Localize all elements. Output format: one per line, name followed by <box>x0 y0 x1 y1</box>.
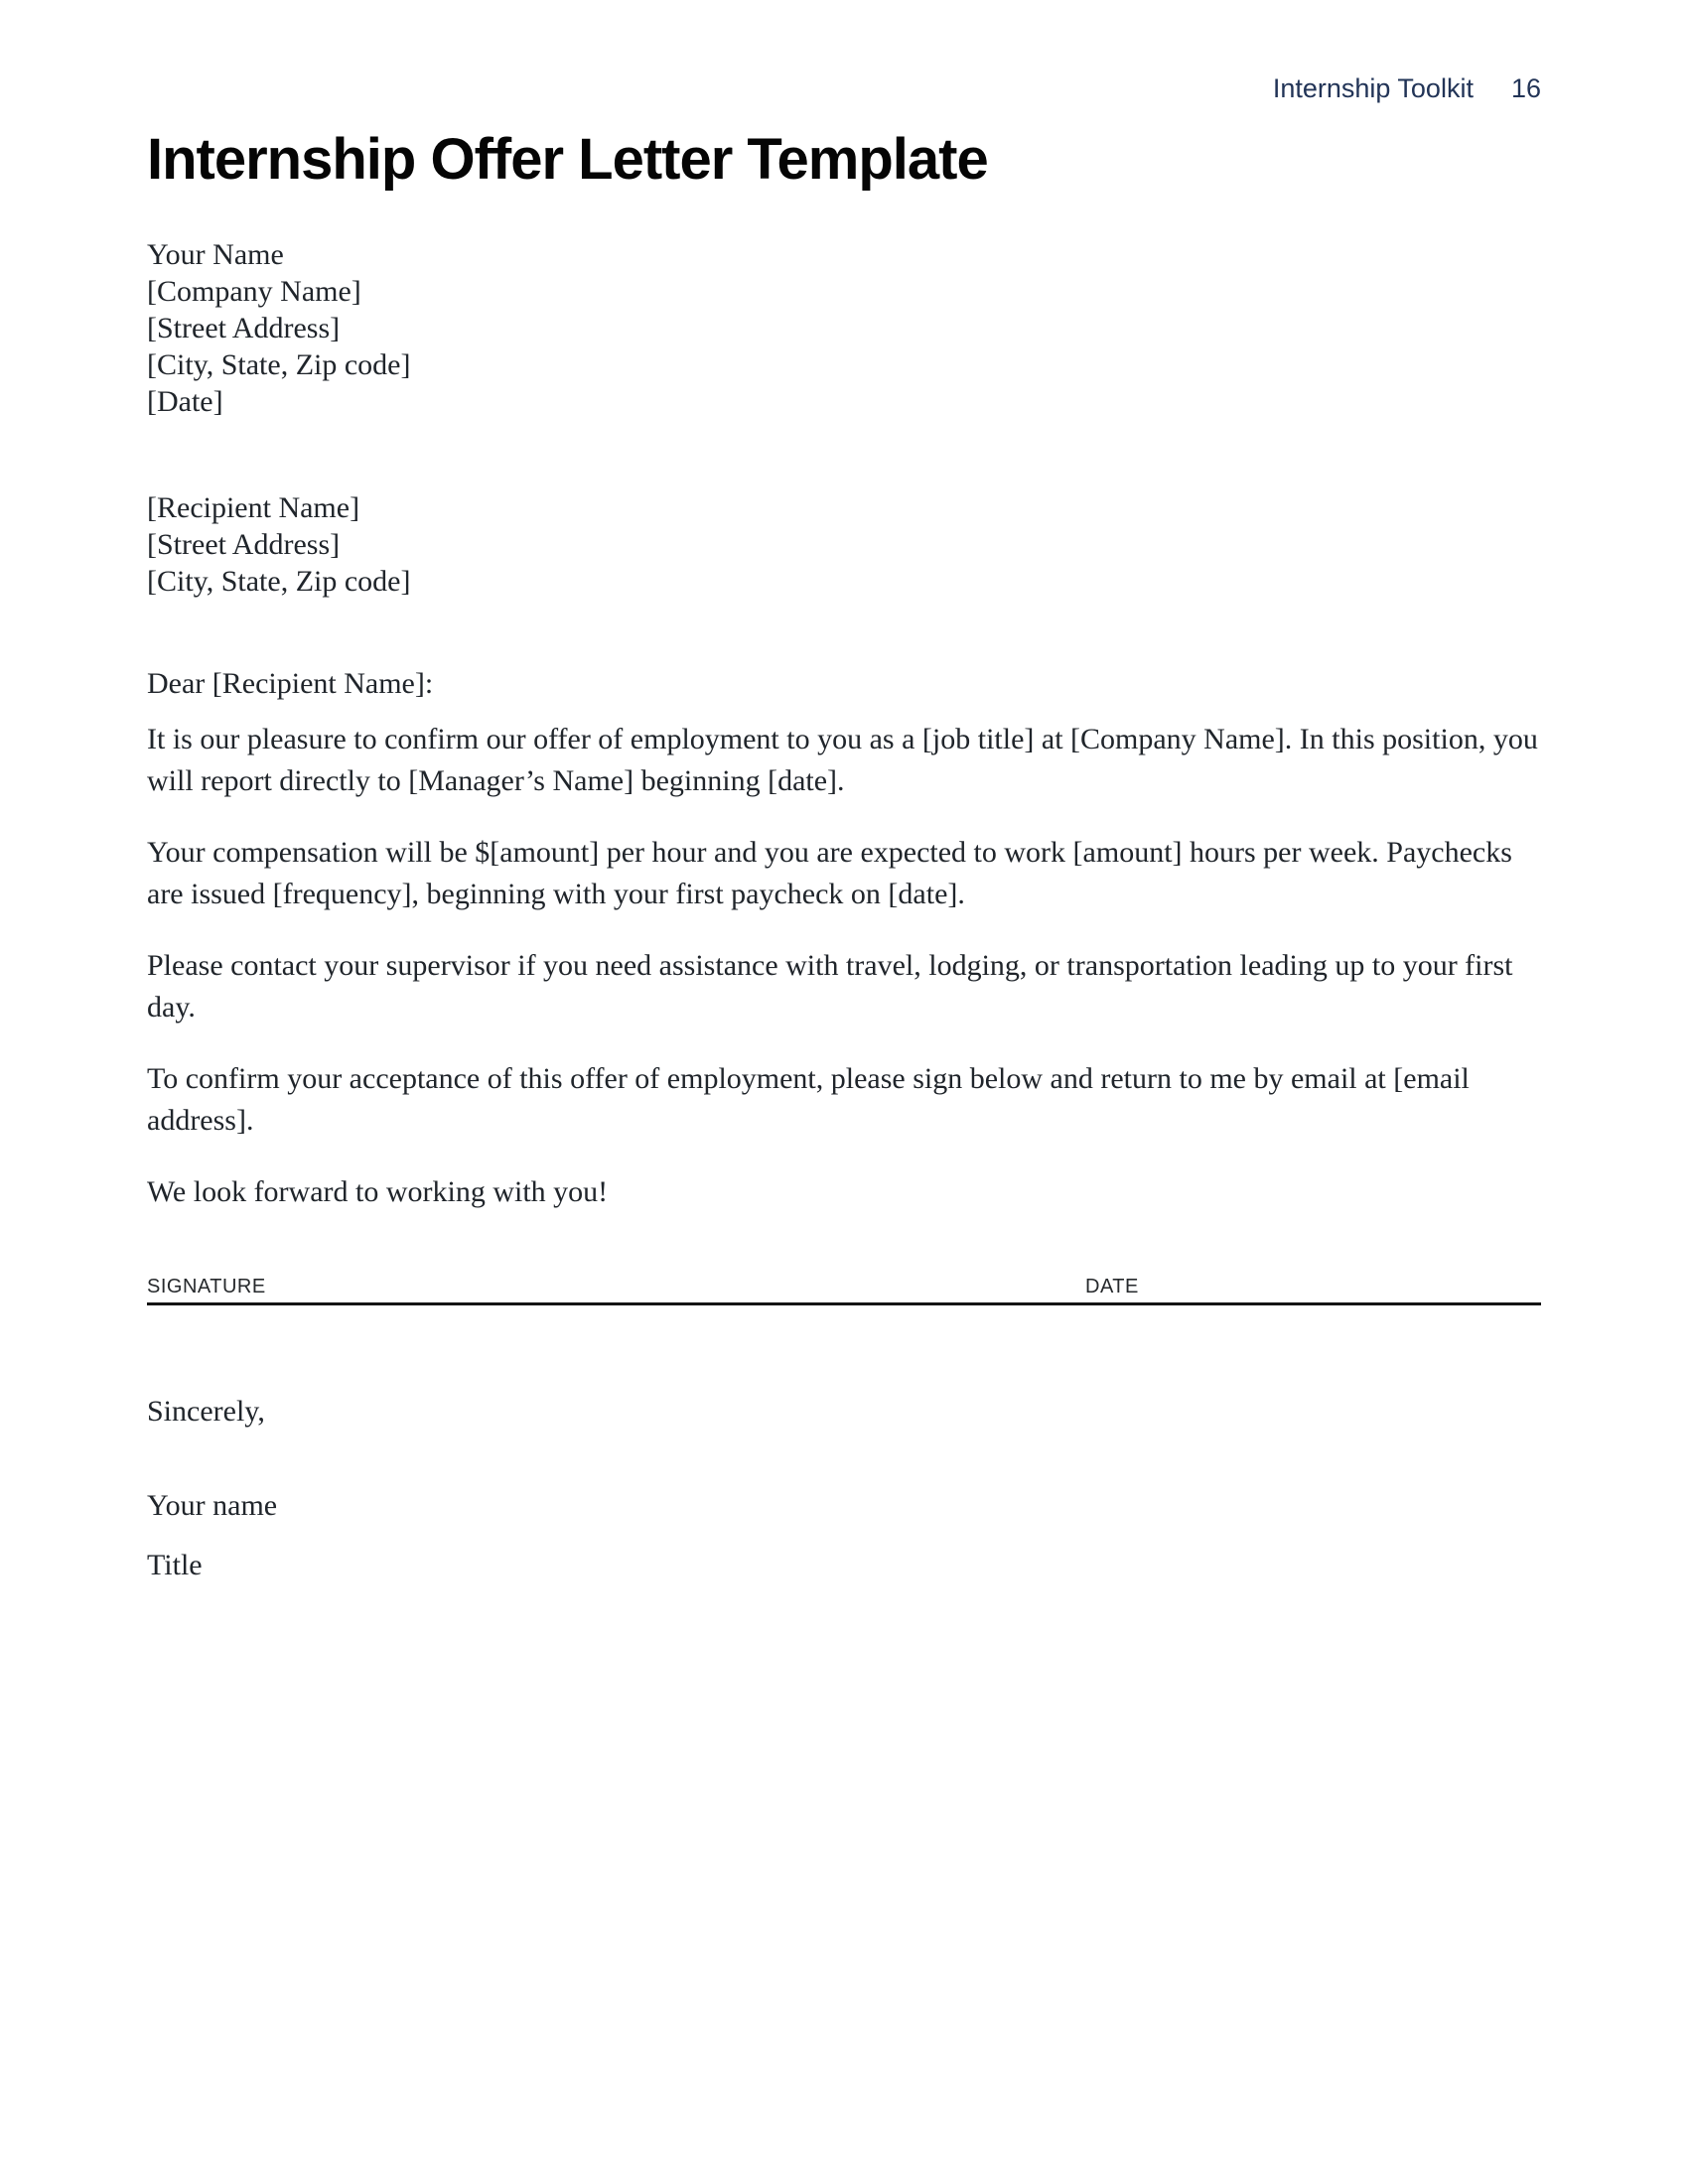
paragraph-look-forward: We look forward to working with you! <box>147 1175 609 1208</box>
page-title: Internship Offer Letter Template <box>147 127 988 192</box>
recipient-street-line: [Street Address] <box>147 528 341 561</box>
sender-city-line: [City, State, Zip code] <box>147 348 411 381</box>
sender-name-line: Your Name <box>147 238 284 271</box>
signature-label: SIGNATURE <box>147 1276 266 1297</box>
sender-company-line: [Company Name] <box>147 275 361 308</box>
recipient-address-block <box>147 489 1541 600</box>
page-header <box>147 73 1541 103</box>
paragraph-acceptance: To confirm your acceptance of this offer of employment, please sign below and return to me by email at [email address]. <box>147 1062 1470 1137</box>
sender-address-block <box>147 236 1541 420</box>
sender-street-line: [Street Address] <box>147 312 341 344</box>
recipient-city-line: [City, State, Zip code] <box>147 565 411 598</box>
closing-name-line: Your name <box>147 1489 278 1522</box>
salutation: Dear [Recipient Name]: <box>147 667 434 700</box>
valediction: Sincerely, <box>147 1395 265 1428</box>
page-number: 16 <box>1510 73 1541 103</box>
paragraph-compensation: Your compensation will be $[amount] per hour and you are expected to work [amount] hours per week. Paychecks are issued [frequency], beginning with your first paycheck on [date]. <box>147 836 1512 910</box>
date-label: DATE <box>1085 1276 1139 1297</box>
letter-body <box>147 236 1541 1586</box>
paragraph-offer: It is our pleasure to confirm our offer of employment to you as a [job title] at [Company Name]. In this position, you will report directly to [Manager’s Name] beginning [date]. <box>147 723 1538 797</box>
paragraph-supervisor: Please contact your supervisor if you need assistance with travel, lodging, or transportation leading up to your first day. <box>147 949 1513 1024</box>
recipient-name-line: [Recipient Name] <box>147 491 360 524</box>
signature-line <box>147 1302 1541 1305</box>
sender-date-line: [Date] <box>147 385 223 418</box>
closing-title-line: Title <box>147 1549 203 1581</box>
signature-section <box>147 1269 1541 1302</box>
toolkit-label: Internship Toolkit <box>1272 73 1474 103</box>
